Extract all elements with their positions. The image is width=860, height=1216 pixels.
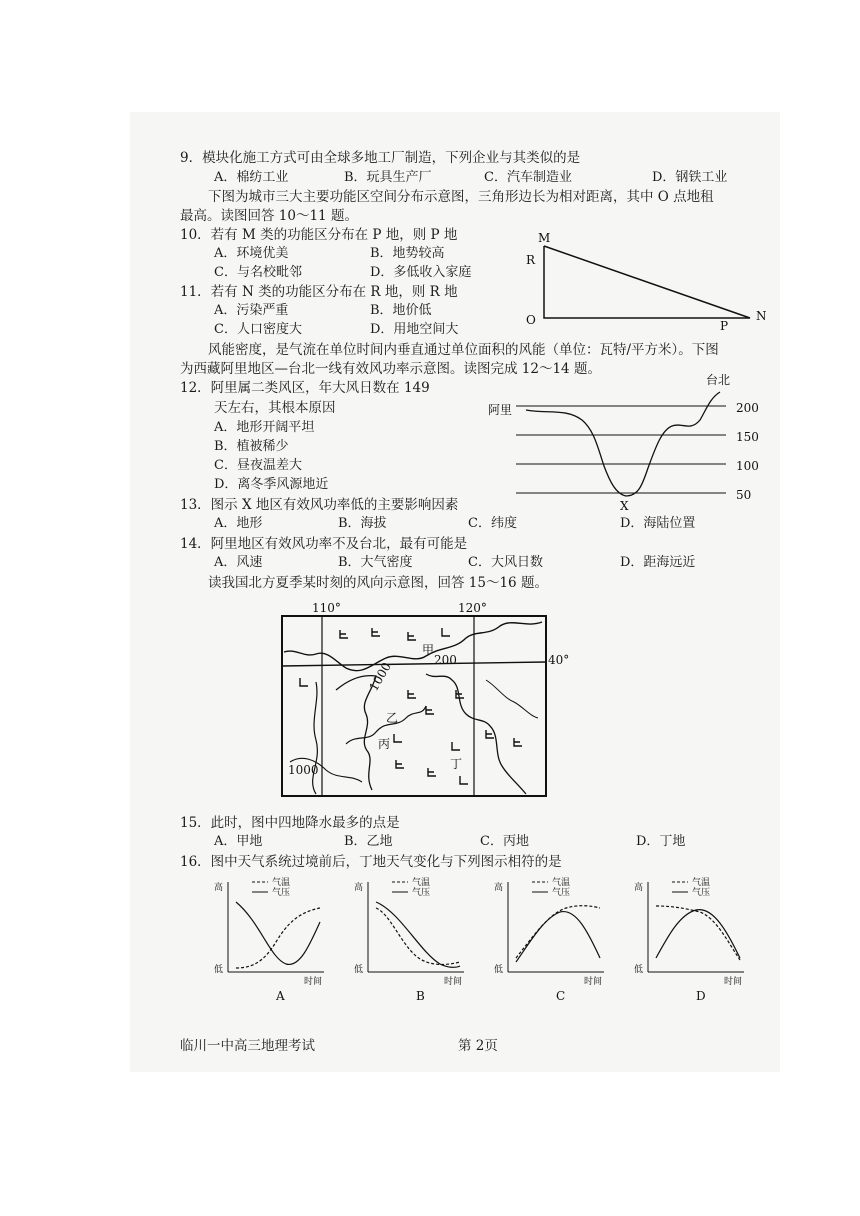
q13-option-c: C．纬度	[468, 516, 517, 531]
map-contour-1000-a: 1000	[366, 660, 394, 694]
q12-option-b: B．植被稀少	[214, 439, 289, 454]
wind-chart-tick-100: 100	[736, 459, 759, 473]
triangle-label-o: O	[526, 313, 536, 327]
chart-d-legend-pressure: 气压	[692, 888, 711, 898]
chart-b	[354, 876, 464, 1003]
map-lat-40: 40°	[548, 653, 570, 667]
chart-d-x-label: 时间	[724, 977, 743, 987]
q14-option-a: A．风速	[214, 555, 263, 570]
q11-option-b: B．地价低	[370, 303, 432, 318]
q10-option-a: A．环境优美	[214, 246, 289, 261]
wind-direction-map	[276, 594, 580, 802]
chart-c	[494, 876, 604, 1003]
chart-b-name: B	[416, 989, 425, 1003]
wind-chart-label-taipei: 台北	[706, 373, 731, 387]
q13-option-d: D．海陆位置	[620, 516, 696, 531]
q12-option-c: C．昼夜温差大	[214, 458, 302, 473]
q9-option-a: A．棉纺工业	[214, 170, 289, 185]
map-place-bing: 丙	[378, 737, 391, 751]
q15-option-b: B．乙地	[344, 834, 393, 849]
triangle-label-r: R	[526, 253, 536, 267]
q13-option-b: B．海拔	[338, 516, 387, 531]
intro-12-14-line2: 为西藏阿里地区—台北一线有效风功率示意图。读图完成 12～14 题。	[180, 361, 601, 377]
chart-c-y-high: 高	[494, 883, 504, 893]
chart-b-legend-temp: 气温	[412, 878, 431, 888]
intro-10-11-line1: 下图为城市三大主要功能区空间分布示意图，三角形边长为相对距离，其中 O 点地租	[208, 189, 714, 205]
chart-d-y-high: 高	[634, 883, 644, 893]
q12-option-a: A．地形开阔平坦	[214, 420, 315, 435]
chart-c-name: C	[556, 989, 566, 1003]
q11-stem: 11．若有 N 类的功能区分布在 R 地，则 R 地	[180, 284, 458, 300]
map-place-jia: 甲	[422, 643, 435, 657]
q13-stem: 13．图示 X 地区有效风功率低的主要影响因素	[180, 497, 459, 513]
chart-a-name: A	[276, 989, 285, 1003]
chart-c-x-label: 时间	[584, 977, 603, 987]
q15-option-c: C．丙地	[480, 834, 529, 849]
map-contour-1000-b: 1000	[288, 763, 319, 777]
chart-a-y-low: 低	[214, 965, 224, 975]
wind-chart-tick-50: 50	[736, 488, 752, 502]
map-place-yi: 乙	[386, 711, 399, 725]
q10-option-d: D．多低收入家庭	[370, 265, 472, 280]
footer-exam-title: 临川一中高三地理考试	[180, 1038, 315, 1054]
chart-b-x-label: 时间	[444, 977, 463, 987]
q9-option-c: C．汽车制造业	[484, 170, 572, 185]
q15-option-a: A．甲地	[214, 834, 263, 849]
q14-option-b: B．大气密度	[338, 555, 413, 570]
chart-a-legend-temp: 气温	[272, 878, 291, 888]
q10-stem: 10．若有 M 类的功能区分布在 P 地，则 P 地	[180, 227, 458, 243]
map-lon-110: 110°	[312, 601, 341, 615]
chart-a	[214, 876, 324, 1003]
chart-d-y-low: 低	[634, 965, 644, 975]
triangle-label-m: M	[538, 231, 551, 245]
chart-c-legend-pressure: 气压	[552, 888, 571, 898]
q9-option-b: B．玩具生产厂	[344, 170, 432, 185]
chart-c-legend-temp: 气温	[552, 878, 571, 888]
q16-stem: 16．图中天气系统过境前后，丁地天气变化与下列图示相符的是	[180, 854, 562, 870]
q10-option-c: C．与名校毗邻	[214, 265, 302, 280]
wind-chart-tick-150: 150	[736, 430, 759, 444]
wind-chart-label-x: X	[620, 499, 629, 512]
q15-option-d: D．丁地	[636, 834, 686, 849]
chart-b-y-high: 高	[354, 883, 364, 893]
footer-page-number: 第 2页	[458, 1038, 498, 1054]
chart-d	[634, 876, 744, 1003]
wind-chart-tick-200: 200	[736, 401, 759, 415]
q12-stem-line1: 12．阿里属二类风区，年大风日数在 149	[180, 380, 430, 396]
q12-option-d: D．离冬季风源地近	[214, 477, 329, 492]
function-zone-triangle-figure	[520, 228, 780, 338]
chart-b-legend-pressure: 气压	[412, 888, 431, 898]
chart-a-y-high: 高	[214, 883, 224, 893]
chart-d-legend-temp: 气温	[692, 878, 711, 888]
q10-option-b: B．地势较高	[370, 246, 445, 261]
wind-chart-label-ali: 阿里	[488, 403, 513, 417]
map-place-ding: 丁	[450, 757, 463, 771]
chart-b-y-low: 低	[354, 965, 364, 975]
map-contour-200: 200	[434, 653, 457, 667]
intro-10-11-line2: 最高。读图回答 10～11 题。	[180, 208, 358, 224]
q14-stem: 14．阿里地区有效风功率不及台北，最有可能是	[180, 536, 468, 552]
intro-15-16: 读我国北方夏季某时刻的风向示意图，回答 15～16 题。	[208, 575, 548, 591]
q14-option-d: D．距海远近	[620, 555, 696, 570]
intro-12-14-line1: 风能密度，是气流在单位时间内垂直通过单位面积的风能（单位：瓦特/平方米）。下图	[208, 342, 719, 358]
q15-stem: 15．此时，图中四地降水最多的点是	[180, 815, 400, 831]
q14-option-c: C．大风日数	[468, 555, 543, 570]
q12-stem-line2: 天左右，其根本原因	[214, 400, 336, 416]
wind-power-profile-figure	[486, 370, 776, 512]
q9-option-d: D．钢铁工业	[652, 170, 728, 185]
chart-d-name: D	[696, 989, 706, 1003]
chart-a-x-label: 时间	[304, 977, 323, 987]
q9-stem: 9．模块化施工方式可由全球多地工厂制造，下列企业与其类似的是	[180, 150, 581, 166]
q11-option-c: C．人口密度大	[214, 322, 302, 337]
chart-c-y-low: 低	[494, 965, 504, 975]
triangle-label-n: N	[756, 309, 767, 323]
q11-option-a: A．污染严重	[214, 303, 289, 318]
chart-a-legend-pressure: 气压	[272, 888, 291, 898]
q11-option-d: D．用地空间大	[370, 322, 459, 337]
q13-option-a: A．地形	[214, 516, 263, 531]
weather-change-charts	[200, 872, 760, 1004]
map-lon-120: 120°	[458, 601, 487, 615]
triangle-label-p: P	[720, 319, 729, 333]
